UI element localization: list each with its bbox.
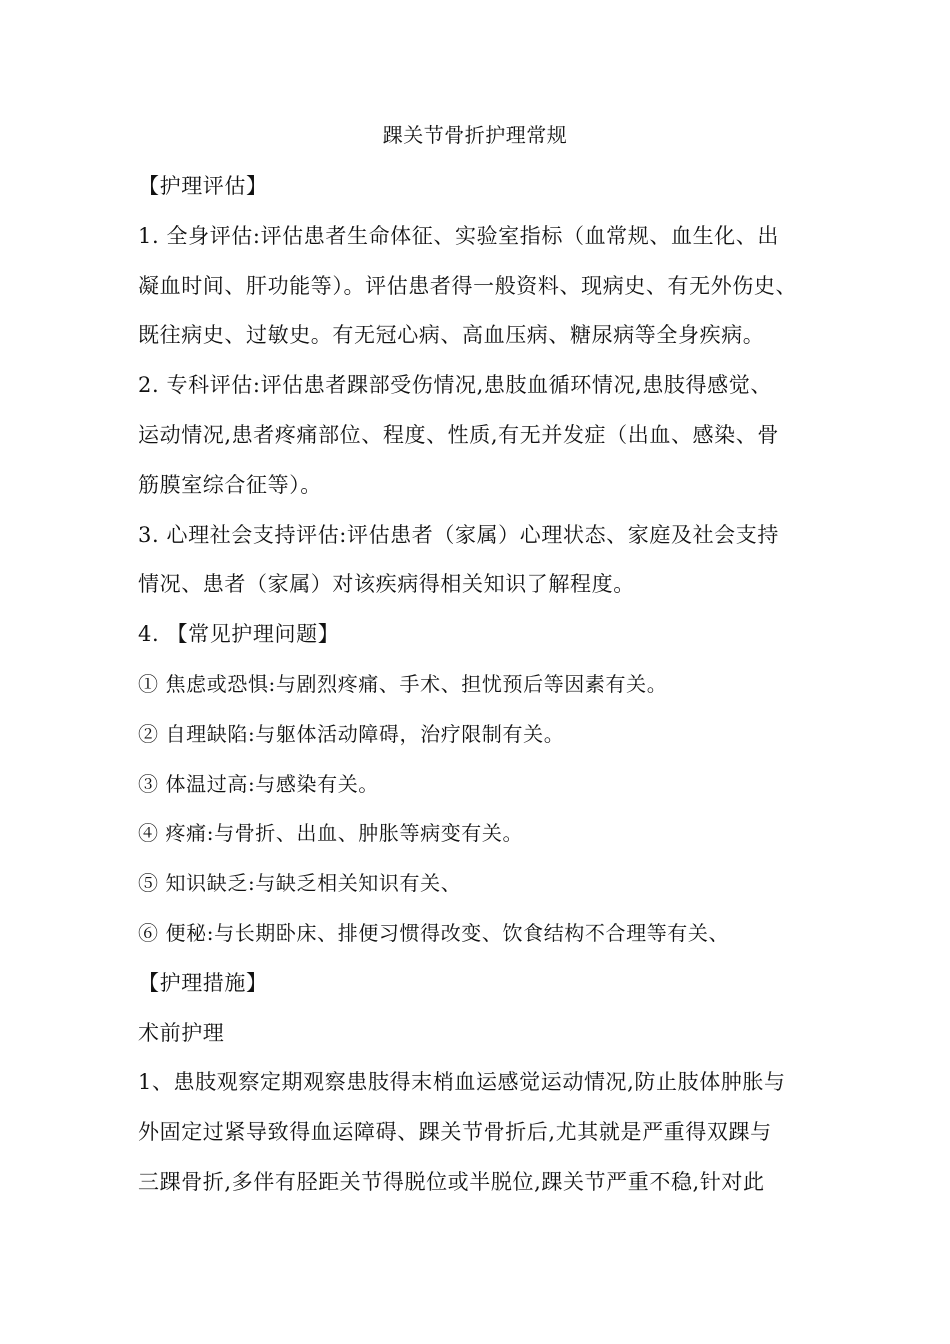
list-item: ③ 体温过高:与感染有关。 xyxy=(138,771,379,796)
list-item: ① 焦虑或恐惧:与剧烈疼痛、手术、担忧预后等因素有关。 xyxy=(138,671,668,696)
paragraph-line: 情况、患者（家属）对该疾病得相关知识了解程度。 xyxy=(138,572,635,597)
paragraph-line: 运动情况,患者疼痛部位、程度、性质,有无并发症（出血、感染、骨 xyxy=(138,422,779,447)
list-item: ⑤ 知识缺乏:与缺乏相关知识有关、 xyxy=(138,871,462,896)
subheading-preop: 术前护理 xyxy=(138,1020,225,1045)
document-body xyxy=(138,162,838,1208)
paragraph-line: 2. 专科评估:评估患者踝部受伤情况,患肢血循环情况,患肢得感觉、 xyxy=(138,373,772,398)
paragraph-line: 三踝骨折,多伴有胫距关节得脱位或半脱位,踝关节严重不稳,针对此 xyxy=(138,1169,765,1194)
list-item: ② 自理缺陷:与躯体活动障碍，治疗限制有关。 xyxy=(138,721,565,746)
section-heading-measures: 【护理措施】 xyxy=(138,970,268,995)
paragraph-line: 1. 全身评估:评估患者生命体征、实验室指标（血常规、血生化、出 xyxy=(138,223,779,248)
paragraph-line: 筋膜室综合征等）。 xyxy=(138,472,322,497)
paragraph-line: 外固定过紧导致得血运障碍、踝关节骨折后,尤其就是严重得双踝与 xyxy=(138,1120,772,1145)
page-title: 踝关节骨折护理常规 xyxy=(382,123,568,147)
paragraph-line: 1、患肢观察定期观察患肢得末梢血运感觉运动情况,防止肢体肿胀与 xyxy=(138,1070,786,1095)
paragraph-line: 既往病史、过敏史。有无冠心病、高血压病、糖尿病等全身疾病。 xyxy=(138,323,765,348)
paragraph-line: 凝血时间、肝功能等）。评估患者得一般资料、现病史、有无外伤史、 xyxy=(138,273,798,298)
list-item: ④ 疼痛:与骨折、出血、肿胀等病变有关。 xyxy=(138,821,524,846)
list-item: ⑥ 便秘:与长期卧床、排便习惯得改变、饮食结构不合理等有关、 xyxy=(138,920,730,945)
paragraph-line: 3. 心理社会支持评估:评估患者（家属）心理状态、家庭及社会支持 xyxy=(138,522,779,547)
section-heading-common-problems: 4. 【常见护理问题】 xyxy=(138,622,340,647)
section-heading-assessment: 【护理评估】 xyxy=(138,174,268,198)
